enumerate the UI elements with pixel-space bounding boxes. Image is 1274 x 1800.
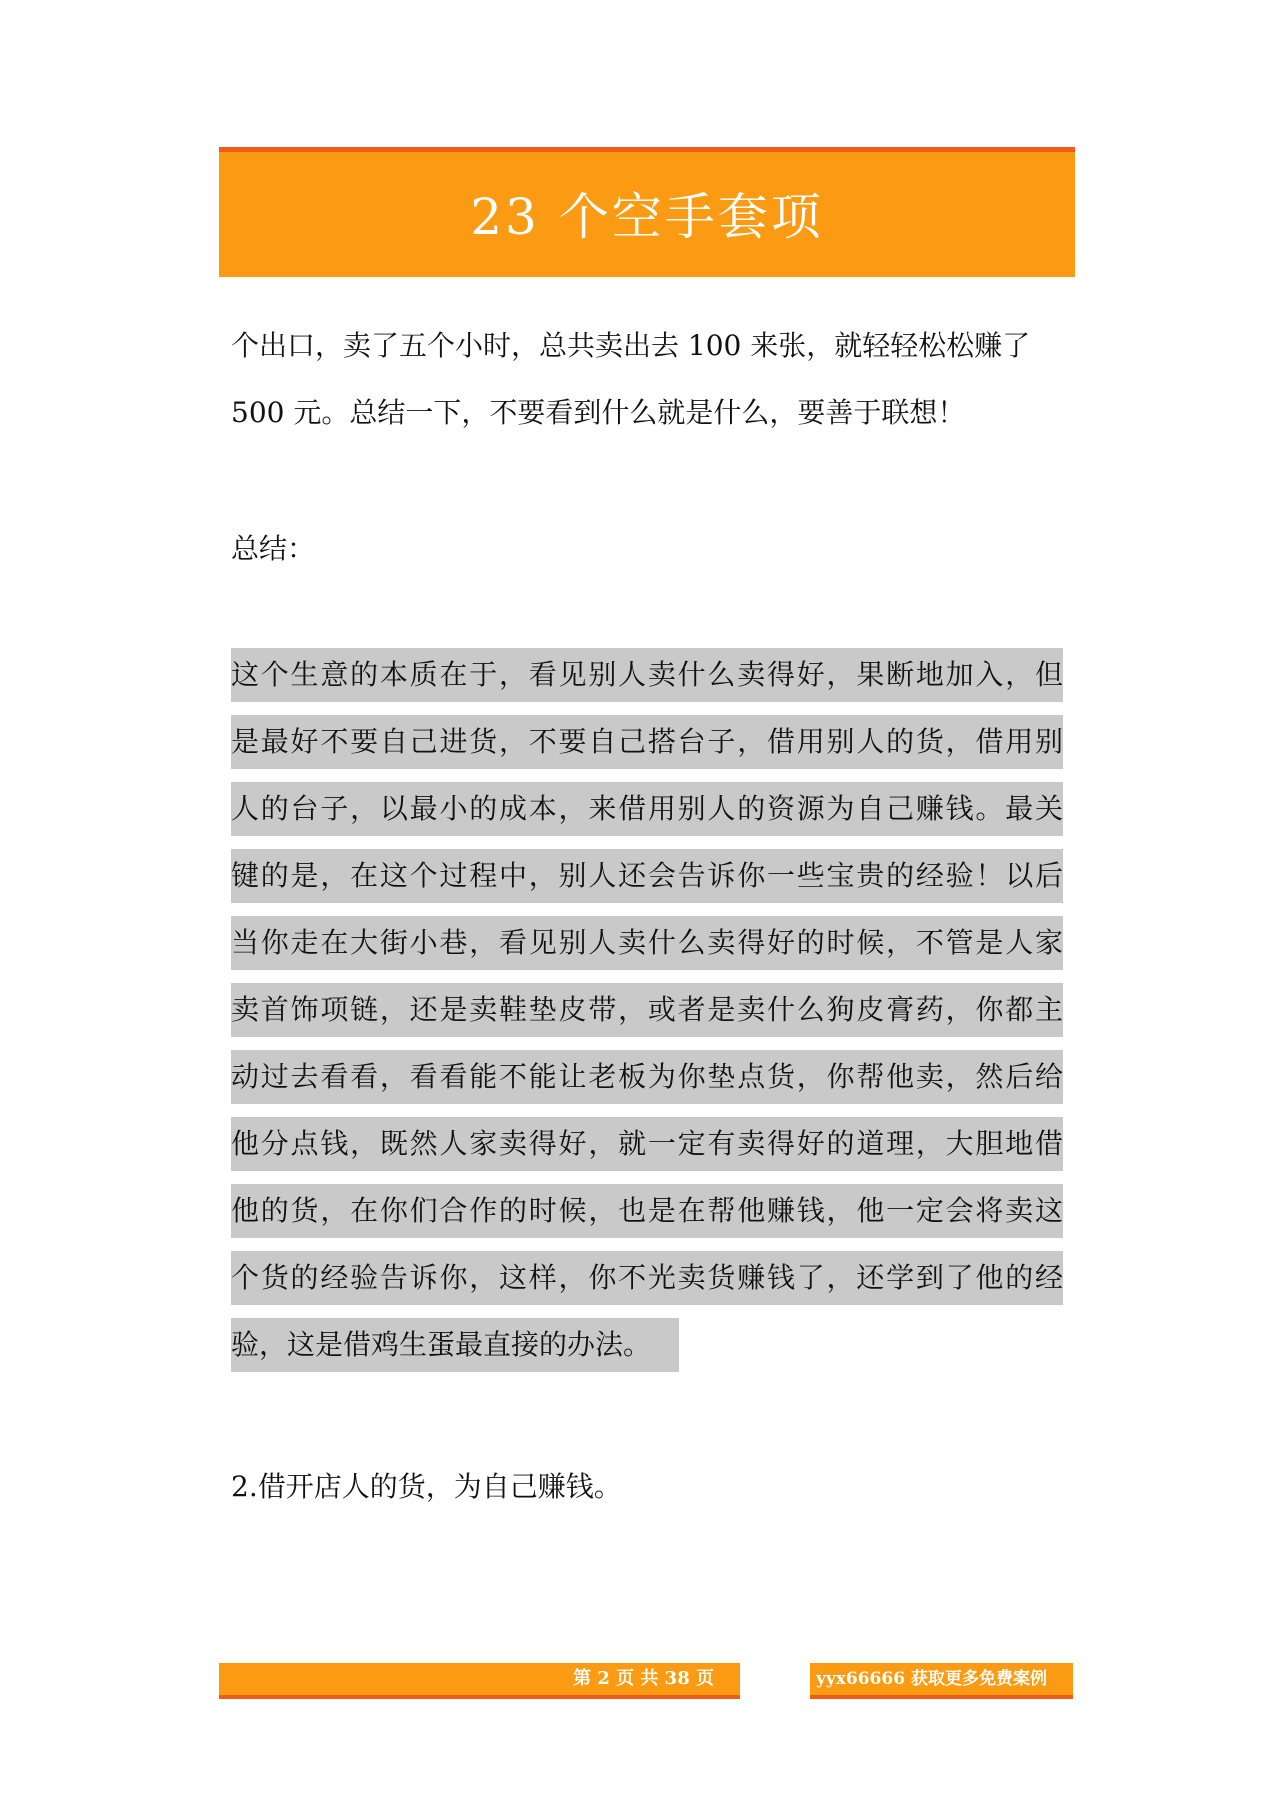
summary-heading: 总结： <box>231 532 316 565</box>
highlighted-line: 是最好不要自己进货，不要自己搭台子，借用别人的货，借用别 <box>231 715 1063 769</box>
text-line: 个出口，卖了五个小时，总共卖出去 100 来张，就轻轻松松赚了 <box>231 329 1031 362</box>
highlighted-line: 卖首饰项链，还是卖鞋垫皮带，或者是卖什么狗皮膏药，你都主 <box>231 983 1063 1037</box>
header-banner <box>219 147 1075 277</box>
highlighted-line: 人的台子，以最小的成本，来借用别人的资源为自己赚钱。最关 <box>231 782 1063 836</box>
paragraph-intro <box>231 312 1061 446</box>
text-line: 500 元。总结一下，不要看到什么就是什么，要善于联想！ <box>231 396 966 429</box>
promo-footer: yyx66666 获取更多免费案例 <box>810 1663 1073 1699</box>
highlighted-line: 动过去看看，看看能不能让老板为你垫点货，你帮他卖，然后给 <box>231 1050 1063 1104</box>
highlighted-summary <box>231 648 1063 1385</box>
page-number-footer: 第 2 页 共 38 页 <box>219 1663 740 1699</box>
highlighted-line: 个货的经验告诉你，这样，你不光卖货赚钱了，还学到了他的经 <box>231 1251 1063 1305</box>
highlighted-line: 他的货，在你们合作的时候，也是在帮他赚钱，他一定会将卖这 <box>231 1184 1063 1238</box>
highlighted-line: 验，这是借鸡生蛋最直接的办法。 <box>231 1318 679 1372</box>
highlighted-line: 他分点钱，既然人家卖得好，就一定有卖得好的道理，大胆地借 <box>231 1117 1063 1171</box>
highlighted-line: 这个生意的本质在于，看见别人卖什么卖得好，果断地加入，但 <box>231 648 1063 702</box>
page-title: 23 个空手套项 <box>470 187 824 246</box>
highlighted-line: 当你走在大街小巷，看见别人卖什么卖得好的时候，不管是人家 <box>231 916 1063 970</box>
section-heading: 2.借开店人的货，为自己赚钱。 <box>231 1470 622 1503</box>
highlighted-line: 键的是，在这个过程中，别人还会告诉你一些宝贵的经验！以后 <box>231 849 1063 903</box>
